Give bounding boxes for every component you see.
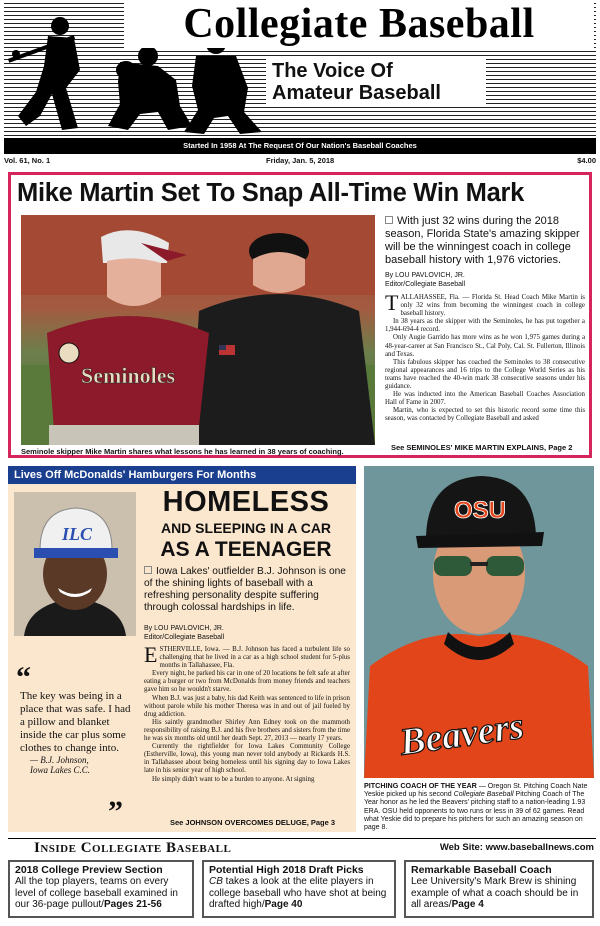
close-quote-icon: ” bbox=[108, 795, 123, 828]
lead-paragraph-1: TALLAHASSEE, Fla. — Florida St. Head Coach Mike Martin is only 32 wins from becoming the winningest coach in college baseball history. bbox=[385, 294, 585, 318]
inside-box-title: 2018 College Preview Section bbox=[15, 864, 163, 876]
inside-box-text: Lee University's Mark Brew is shining example of what a coach should be in all areas/Page 4 bbox=[411, 876, 579, 911]
pitching-coach-feature bbox=[364, 466, 594, 832]
masthead-tagline bbox=[266, 58, 486, 106]
feature-deck bbox=[144, 566, 350, 614]
masthead bbox=[4, 0, 596, 140]
masthead-title: Collegiate Baseball bbox=[124, 0, 594, 48]
lead-photo bbox=[21, 215, 375, 445]
lead-byline bbox=[385, 271, 465, 289]
feature-paragraph-6: He simply didn't want to be a burden to anyone. At signing bbox=[152, 775, 315, 783]
jersey-beavers-text: Beavers bbox=[397, 704, 527, 764]
feature-byline-title: Editor/Collegiate Baseball bbox=[144, 634, 225, 641]
inside-title: Inside Collegiate Baseball bbox=[34, 840, 232, 856]
lead-headline: Mike Martin Set To Snap All-Time Win Mark bbox=[17, 179, 524, 207]
lead-body bbox=[385, 294, 585, 440]
feature-headline-1: HOMELESS bbox=[162, 486, 330, 518]
feature-headline-2: AND SLEEPING IN A CAR bbox=[160, 520, 332, 536]
lead-byline-name: By LOU PAVLOVICH, JR. bbox=[385, 272, 465, 279]
lead-byline-title: Editor/Collegiate Baseball bbox=[385, 281, 466, 288]
coach-caption-lead: PITCHING COACH OF THE YEAR bbox=[364, 781, 477, 790]
coach-photo-caption: PITCHING COACH OF THE YEAR — Oregon St. Pitching Coach Nate Yeskie picked up his second Collegiate Baseball Pitching Coach of The Year honor as he led the Beavers' pitching staff to a nation-leading 1.93 ERA. OSU held opponents to two runs or less in 39 of 62 games. Read what Yeskie did to prepare his pitchers for such an amazing season on page 8. bbox=[364, 781, 588, 832]
feature-paragraph-4: His saintly grandmother Shirley Ann Edney took on the mammoth responsibility of raising B.J. and his five brothers and sisters from the time he was six months old until her death Sept. 27, 2013 — nearly 17 years. bbox=[144, 718, 350, 743]
cap-osu-text: OSU bbox=[454, 497, 507, 524]
inside-box-preview[interactable] bbox=[8, 860, 194, 918]
feature-headline-3: AS A TEENAGER bbox=[160, 538, 332, 561]
lead-paragraph-6: Martin, who is expected to set this historic record some time this season, was contacted by Collegiate Baseball and asked bbox=[385, 407, 585, 423]
pull-quote-attribution-1: — B.J. Johnson, bbox=[30, 755, 89, 765]
coach-photo bbox=[364, 466, 594, 778]
lead-paragraph-5: He was inducted into the American Baseball Coaches Association Hall of Fame in 2007. bbox=[385, 391, 585, 407]
pull-quote-attribution-2: Iowa Lakes C.C. bbox=[30, 765, 91, 775]
pull-quote-text: The key was being in a place that was safe. I had a pillow and blanket inside the car plus some clothes to change into. bbox=[20, 690, 131, 754]
feature-dropcap: E bbox=[144, 646, 158, 667]
feature-player-photo bbox=[14, 492, 136, 636]
inside-section-header bbox=[8, 838, 596, 856]
feature-pull-quote bbox=[16, 661, 138, 828]
feature-body bbox=[144, 646, 350, 806]
open-quote-icon: “ bbox=[16, 661, 31, 694]
feature-story bbox=[8, 466, 356, 832]
inside-box-draft[interactable] bbox=[202, 860, 396, 918]
issue-date: Friday, Jan. 5, 2018 bbox=[266, 156, 335, 165]
feature-byline-name: By LOU PAVLOVICH, JR. bbox=[144, 625, 224, 632]
tagline-line-2: Amateur Baseball bbox=[272, 82, 441, 104]
feature-byline bbox=[144, 624, 224, 642]
player-portrait-icon bbox=[14, 492, 136, 636]
lead-paragraph-2: In 38 years as the skipper with the Seminoles, he has put together a 1,944-694-4 record. bbox=[385, 318, 585, 334]
inside-box-coach[interactable] bbox=[404, 860, 594, 918]
deck-bullet-icon bbox=[144, 566, 152, 574]
coach-argument-illustration-icon bbox=[21, 215, 375, 445]
lead-paragraph-3: Only Augie Garrido has more wins as he won 1,975 games during a 48-year-career at San Francisco St., Cal Poly, Cal. St. Fullerton, Illinois and Texas. bbox=[385, 334, 585, 358]
volume-number: Vol. 61, No. 1 bbox=[4, 156, 51, 165]
helmet-logo-text: ILC bbox=[62, 524, 93, 544]
feature-deck-text: Iowa Lakes' outfielder B.J. Johnson is one of the shining lights of baseball with a refreshing personality despite suffering through colossal hardships in life. bbox=[144, 566, 346, 613]
feature-paragraph-3: When B.J. was just a baby, his dad Keith was sentenced to life in prison without parole while his mother Theresa was in and out of jail fueled by drug addiction. bbox=[144, 694, 350, 718]
lead-deck-text: With just 32 wins during the 2018 season, Florida State's amazing skipper will be the winningest coach in college baseball history with 1,976 victories. bbox=[385, 215, 580, 266]
lead-photo-caption: Seminole skipper Mike Martin shares what lessons he has learned in 38 years of coaching. bbox=[21, 447, 344, 456]
lead-deck bbox=[385, 215, 585, 267]
feature-paragraph-5: Currently the rightfielder for Iowa Lakes Community College (Estherville, Iowa), this young man never told anybody at Rickards H.S. in Tallahassee about being homeless until his signing day to Iowa Lakes late in his senior year of high school. bbox=[144, 743, 350, 775]
tagline-line-1: The Voice Of bbox=[272, 60, 393, 82]
lead-story bbox=[8, 172, 592, 458]
inside-box-title: Remarkable Baseball Coach bbox=[411, 864, 552, 876]
lead-dropcap: T bbox=[385, 294, 399, 315]
feature-paragraph-1: ESTHERVILLE, Iowa. — B.J. Johnson has faced a turbulent life so challenging that he lived in a car as a high school student for 5-plus months in Tallahassee, Fla. bbox=[144, 646, 350, 670]
deck-bullet-icon bbox=[385, 216, 393, 224]
issue-price: $4.00 bbox=[577, 156, 596, 165]
coach-portrait-icon bbox=[364, 466, 594, 778]
inside-box-text: CB takes a look at the elite players in college baseball who have shot at being drafted high/Page 40 bbox=[209, 876, 387, 911]
inside-box-text: All the top players, teams on every level of college baseball examined in our 36-page pullout/Pages 21-56 bbox=[15, 876, 178, 911]
lead-paragraph-4: This fabulous skipper has coached the Seminoles to 38 consecutive regional appearances and 16 trips to the College World Series as his teams have reached the 40-win mark 38 consecutive seasons under his guidance. bbox=[385, 358, 585, 391]
feature-kicker: Lives Off McDonalds' Hamburgers For Months bbox=[8, 466, 356, 484]
feature-paragraph-2: Every night, he parked his car in one of 20 locations he felt safe at after eating a burger or two from McDonalds from money friends and teachers gave him so he wouldn't starve. bbox=[144, 670, 350, 694]
masthead-banner: Started In 1958 At The Request Of Our Nation's Baseball Coaches bbox=[4, 138, 596, 154]
jersey-seminoles-text: Seminoles bbox=[81, 363, 176, 388]
lead-continued-link[interactable]: See SEMINOLES' MIKE MARTIN EXPLAINS, Page 2 bbox=[391, 443, 573, 452]
feature-continued-link[interactable]: See JOHNSON OVERCOMES DELUGE, Page 3 bbox=[170, 818, 336, 827]
website-link[interactable]: Web Site: www.baseballnews.com bbox=[439, 842, 594, 853]
issue-line bbox=[4, 156, 596, 168]
inside-box-title: Potential High 2018 Draft Picks bbox=[209, 864, 364, 876]
